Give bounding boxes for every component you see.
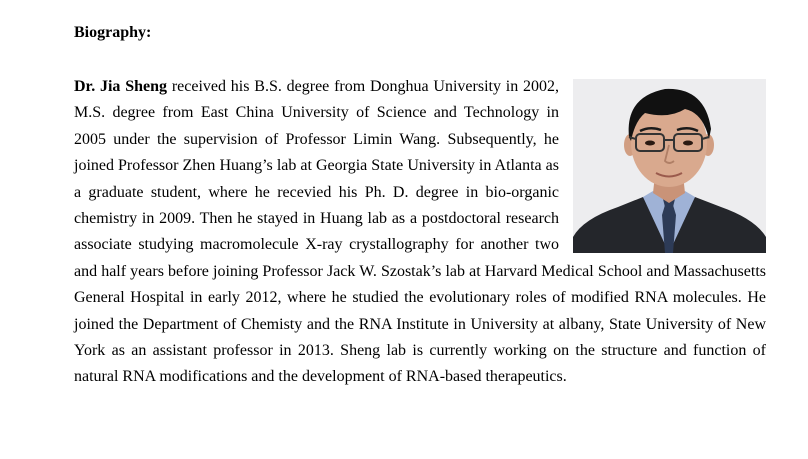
portrait-photo: [573, 79, 766, 253]
biography-body: received his B.S. degree from Donghua University in 2002, M.S. degree from East China University of Science and Technology in 2005 under the supervision of Professor Limin Wang. Subsequently, he joined Professor Zhen Huang’s lab at Georgia State University in Atlanta as a graduate student, where he recevied his Ph. D. degree in bio-organic chemistry in 2009. Then he stayed in Huang lab as a postdoctoral research associate studying macromolecule X-ray crystallography for another two and half years before joining Professor Jack W. Szostak’s lab at Harvard Medical School and Massachusetts General Hospital in early 2012, where he studied the evolutionary roles of modified RNA molecules. He joined the Department of Chemisty and the RNA Institute in University at albany, State University of New York as an assistant professor in 2013. Sheng lab is currently working on the structure and function of natural RNA modifications and the development of RNA-based therapeutics.: [74, 78, 766, 386]
biography-heading: Biography:: [74, 24, 152, 41]
person-name: Dr. Jia Sheng: [74, 78, 168, 95]
biography-text: [74, 74, 766, 391]
